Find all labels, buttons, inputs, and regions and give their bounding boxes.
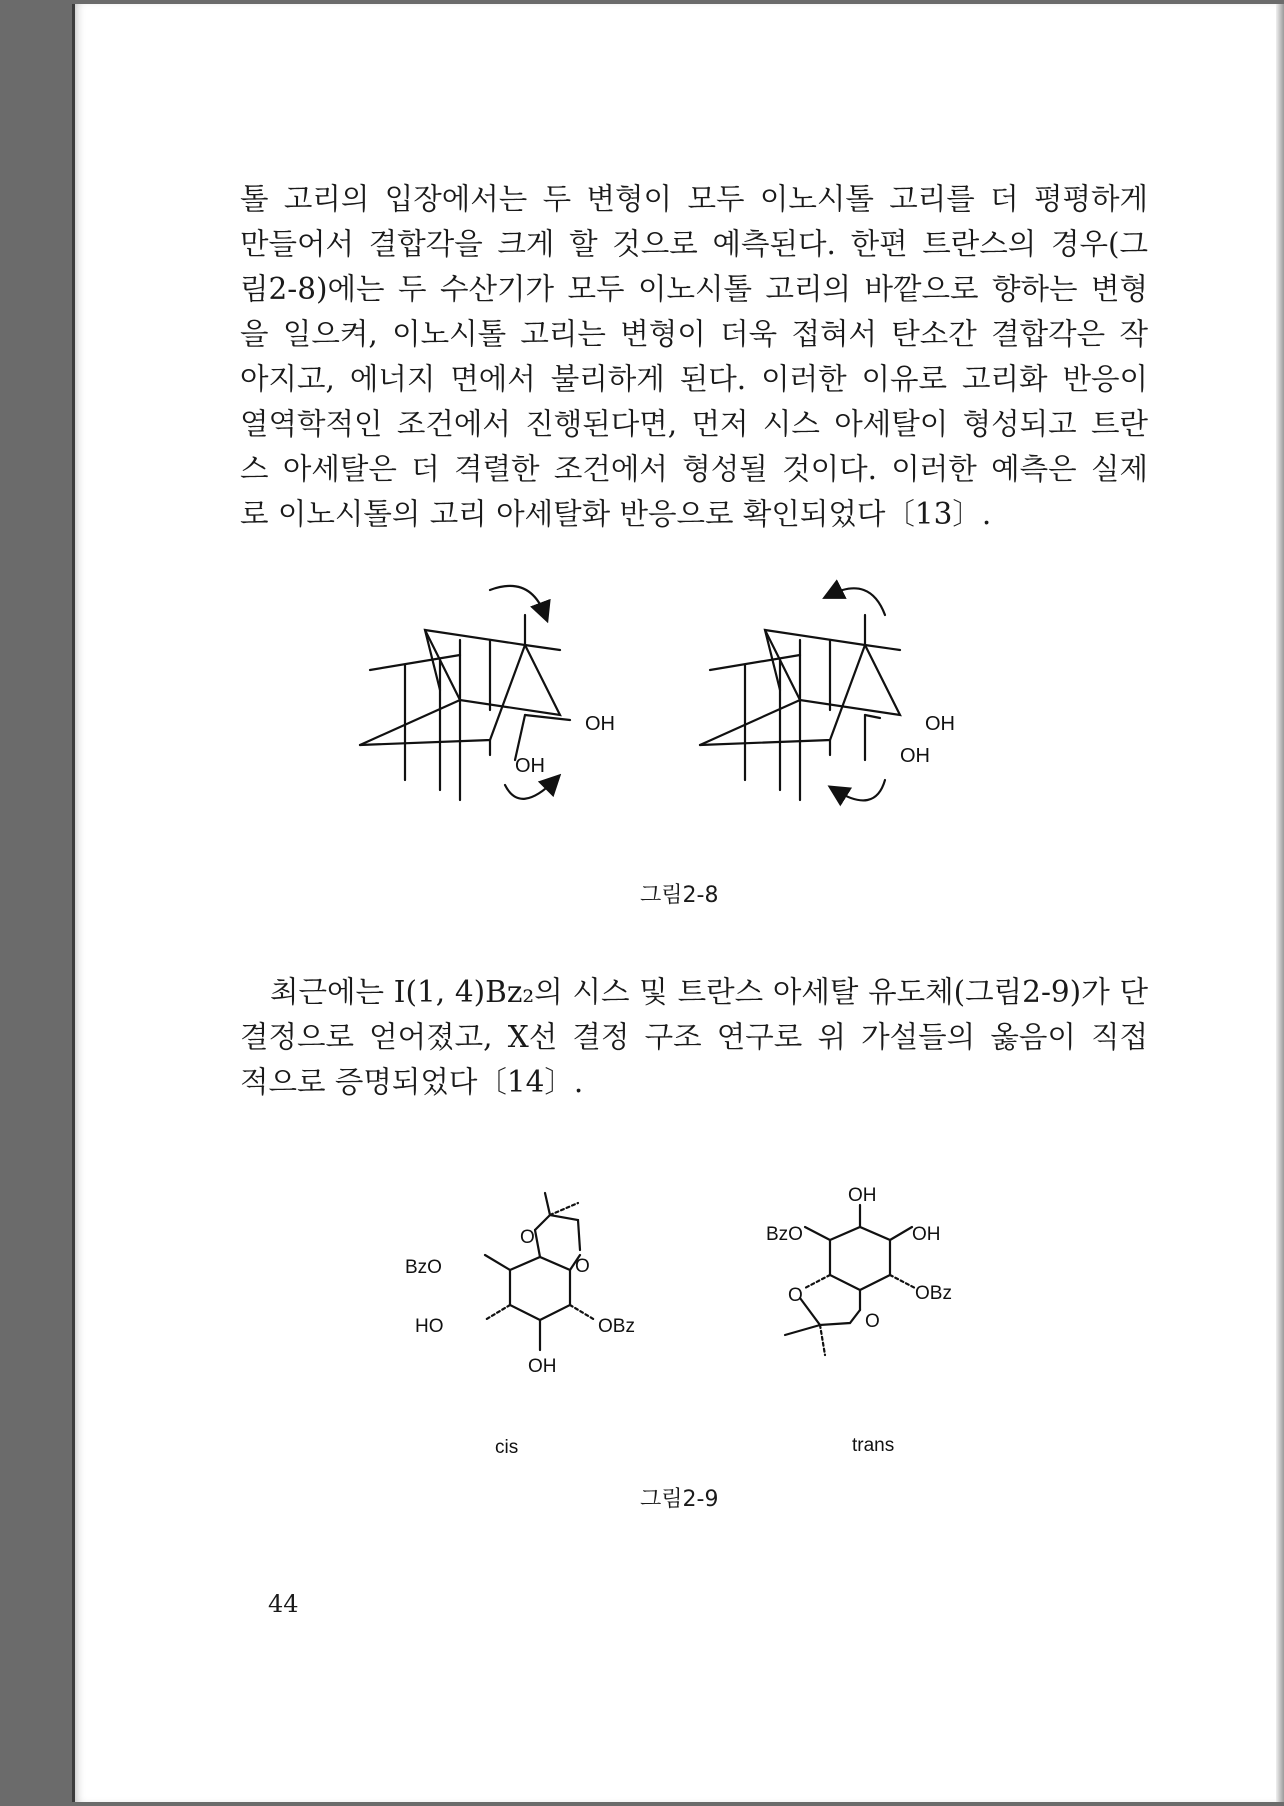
paragraph-2 — [240, 970, 1148, 1105]
figure-2-9-acetal-structures — [400, 1185, 952, 1465]
oxygen-label: O — [520, 1227, 535, 1248]
figure-2-9-caption: 그림2-9 — [640, 1487, 719, 1512]
oh-label: OH — [900, 745, 930, 767]
oh-label: OH — [585, 713, 615, 735]
right-chair-structure — [700, 588, 900, 800]
cis-label: cis — [495, 1437, 519, 1458]
figure-2-8-caption: 그림2-8 — [640, 883, 719, 908]
bzo-label: BzO — [405, 1257, 442, 1278]
trans-label: trans — [852, 1435, 895, 1456]
text-line: 적으로 증명되었다〔14〕. — [240, 1065, 584, 1099]
oh-label: OH — [515, 755, 545, 777]
obz-label: OBz — [598, 1316, 635, 1337]
text-line: 열역학적인 조건에서 진행된다면, 먼저 시스 아세탈이 형성되고 트란 — [240, 407, 1148, 441]
text-line: 을 일으켜, 이노시톨 고리는 변형이 더욱 접혀서 탄소간 결합각은 작 — [240, 317, 1148, 351]
oh-label: OH — [528, 1356, 557, 1377]
obz-label: OBz — [915, 1283, 952, 1304]
ho-label: HO — [415, 1316, 444, 1337]
text-line: 로 이노시톨의 고리 아세탈화 반응으로 확인되었다〔13〕. — [240, 497, 992, 531]
text-line: 최근에는 I(1, 4)Bz₂의 시스 및 트란스 아세탈 유도체(그림2-9)가 단 — [270, 975, 1148, 1009]
oxygen-label: O — [788, 1285, 803, 1306]
oh-label: OH — [925, 713, 955, 735]
bzo-label: BzO — [766, 1224, 803, 1245]
text-line: 스 아세탈은 더 격렬한 조건에서 형성될 것이다. 이러한 예측은 실제 — [240, 452, 1148, 486]
page-number: 44 — [268, 1590, 299, 1618]
paragraph-1 — [240, 177, 1148, 537]
text-line: 만들어서 결합각을 크게 할 것으로 예측된다. 한편 트란스의 경우(그 — [240, 227, 1148, 261]
oh-label: OH — [912, 1224, 941, 1245]
figure-2-8-chair-conformations — [340, 610, 1020, 860]
oxygen-label: O — [575, 1256, 590, 1277]
text-line: 아지고, 에너지 면에서 불리하게 된다. 이러한 이유로 고리화 반응이 — [240, 362, 1148, 396]
oxygen-label: O — [865, 1311, 880, 1332]
page-edge — [1276, 4, 1284, 1802]
text-line: 톨 고리의 입장에서는 두 변형이 모두 이노시톨 고리를 더 평평하게 — [240, 182, 1148, 216]
text-line: 림2-8)에는 두 수산기가 모두 이노시톨 고리의 바깥으로 향하는 변형 — [240, 272, 1148, 306]
text-line: 결정으로 얻어졌고, X선 결정 구조 연구로 위 가설들의 옳음이 직접 — [240, 1020, 1148, 1054]
trans-structure — [785, 1205, 915, 1355]
oh-label: OH — [848, 1185, 877, 1206]
